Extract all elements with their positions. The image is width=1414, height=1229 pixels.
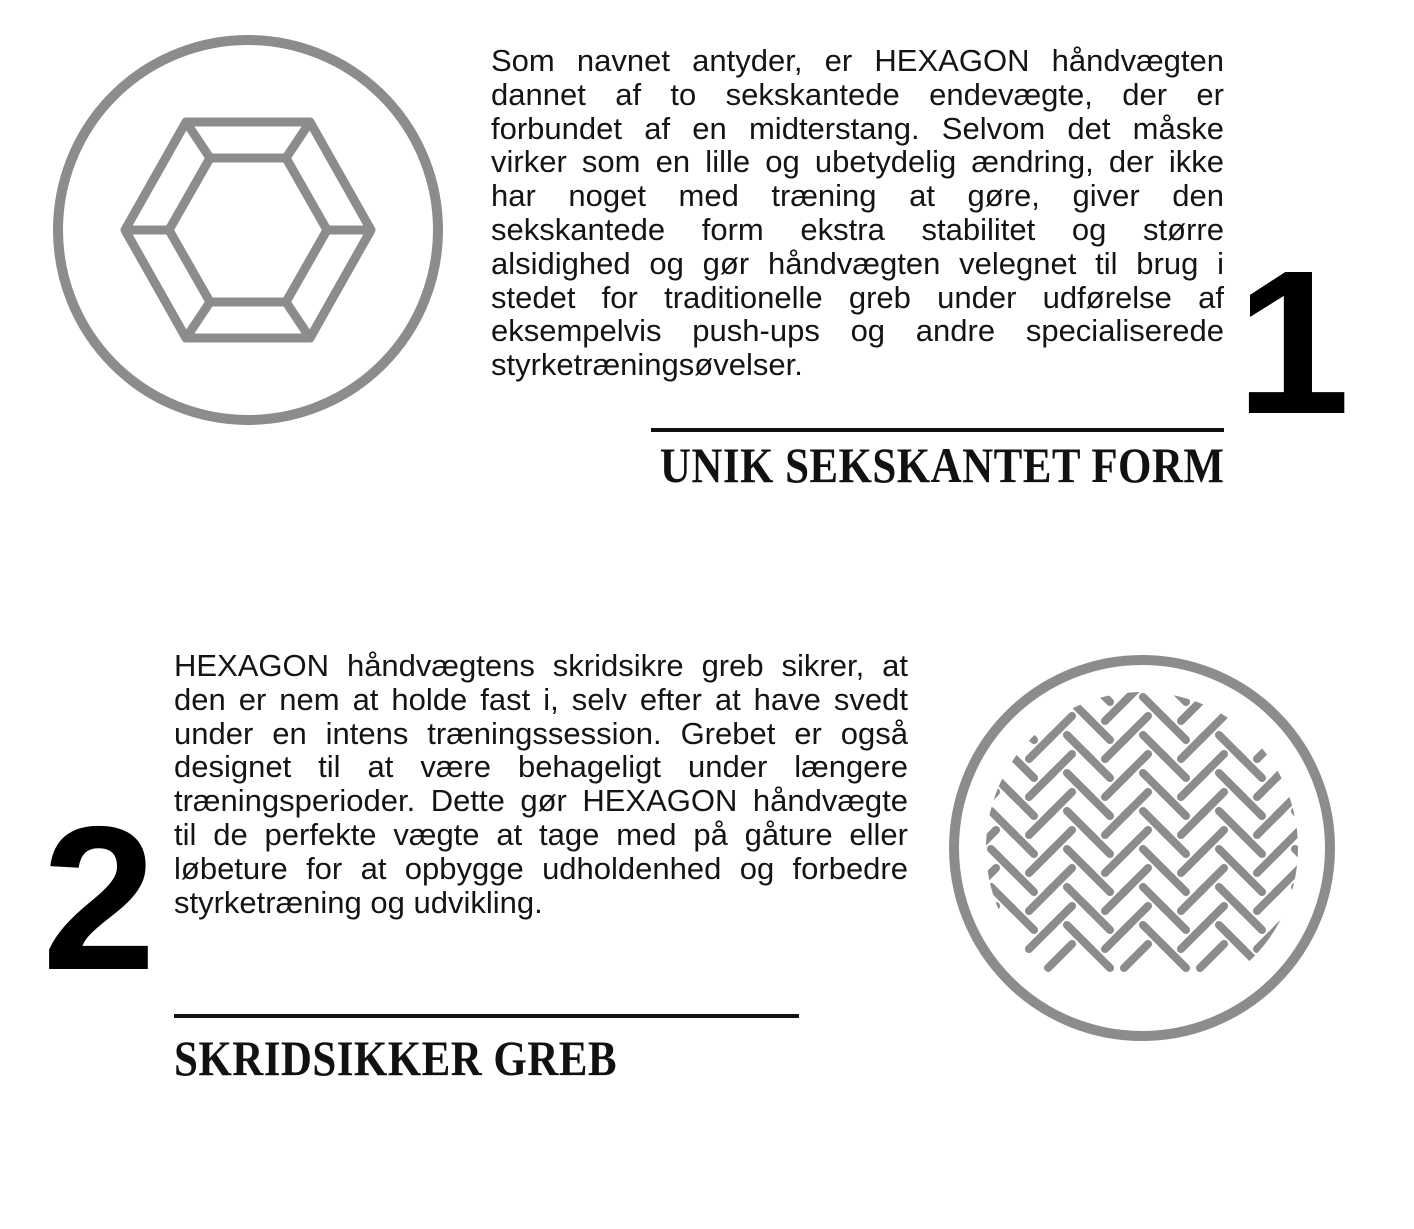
section2-body: HEXAGON håndvægtens skridsikre greb sikrer, at den er nem at holde fast i, selv efter at have svedt under en intens træningssession. Grebet er også designet til at være behageligt under længere træningsperioder. Dette gør HEXAGON håndvægte til de perfekte vægte at tage med på gåture eller løbeture for at opbygge udholdenhed og forbedre styrketræning og udvikling.: [174, 648, 908, 920]
grip-dash: [1162, 678, 1186, 702]
grip-dash: [972, 652, 996, 664]
grip-dash: [991, 659, 1015, 683]
grip-dash: [1200, 652, 1224, 664]
section2-number: 2: [42, 784, 157, 1013]
grip-dash: [1276, 652, 1300, 664]
grip-dash: [1238, 716, 1262, 740]
grip-dash: [946, 716, 958, 740]
grip-texture-icon: [946, 652, 1338, 1044]
grip-dash: [946, 678, 958, 702]
grip-dash: [1276, 906, 1300, 930]
grip-dash: [1295, 811, 1319, 835]
grip-dash: [1314, 716, 1338, 740]
section1-title: UNIK SEKSKANTET FORM: [659, 437, 1224, 493]
grip-dash: [1276, 868, 1300, 892]
grip-dash: [1333, 925, 1338, 949]
grip-dash: [1086, 678, 1110, 702]
grip-dash: [1200, 944, 1224, 968]
section1-number: 1: [1236, 228, 1351, 457]
grip-dash: [1314, 678, 1338, 702]
section2-divider: [174, 1014, 799, 1018]
grip-dash: [953, 697, 977, 721]
grip-dash: [1276, 792, 1300, 816]
grip-dash: [1048, 944, 1072, 968]
grip-dash: [1010, 652, 1034, 664]
grip-dash: [1276, 754, 1300, 778]
grip-dash: [1048, 652, 1072, 664]
grip-dash: [1333, 773, 1338, 797]
section1-divider: [651, 428, 1224, 432]
grip-dash: [953, 659, 977, 683]
grip-dash: [972, 678, 996, 702]
grip-dash: [946, 754, 958, 778]
grip-dash: [946, 906, 958, 930]
grip-dash: [1333, 659, 1338, 683]
grip-dash: [1295, 849, 1319, 873]
grip-dash: [1333, 887, 1338, 911]
grip-dash: [1124, 944, 1148, 968]
grip-dash: [1010, 716, 1034, 740]
grip-dash: [946, 652, 958, 664]
grip-dash: [1295, 659, 1319, 683]
hexagon-icon: [52, 34, 444, 426]
grip-dash: [1333, 697, 1338, 721]
grip-dash: [1295, 697, 1319, 721]
grip-dash: [1257, 735, 1281, 759]
section1-body: Som navnet antyder, er HEXAGON håndvægten dannet af to sekskantede endevægte, der er forbundet af en midterstang. Selvom det måske virker som en lille og ubetydelig ændring, der ikke har noget med træning at gøre, giver den sekskantede form ekstra stabilitet og større alsidighed og gør håndvægten velegnet til brug i stedet for traditionelle greb under udførelse af eksempelvis push-ups og andre specialiserede styrketræningsøvelser.: [491, 43, 1224, 383]
grip-dash: [1238, 652, 1262, 664]
grip-dash: [1276, 678, 1300, 702]
grip-dash: [1257, 659, 1281, 683]
grip-dash: [946, 944, 958, 968]
grip-dash: [1333, 735, 1338, 759]
grip-dash: [1314, 652, 1338, 664]
grip-dash: [1314, 944, 1338, 968]
grip-dash: [991, 925, 1015, 949]
section2-title: SKRIDSIKKER GREB: [174, 1030, 617, 1086]
